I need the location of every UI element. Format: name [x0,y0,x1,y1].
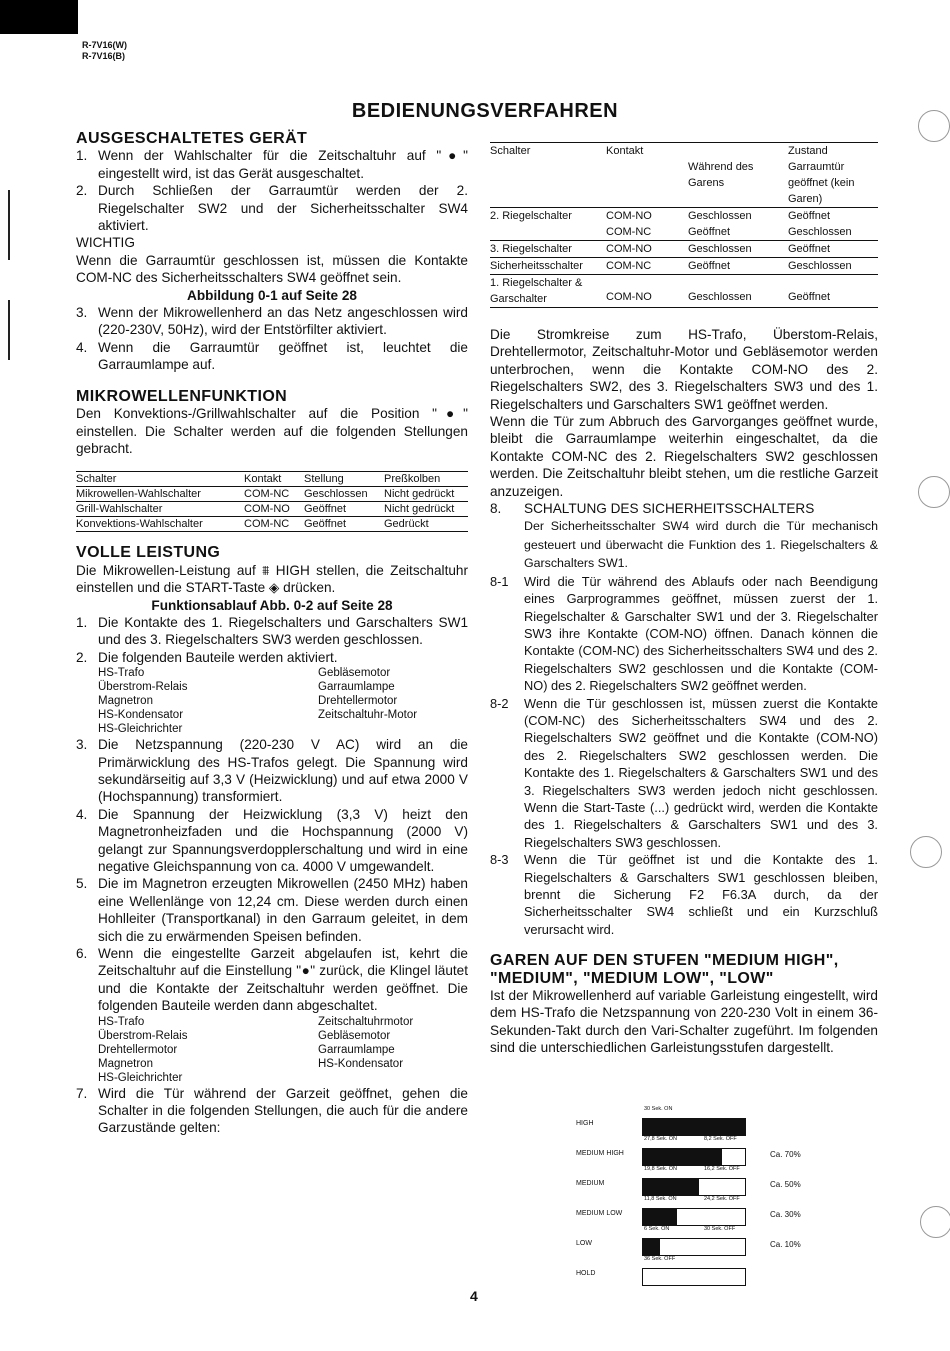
list-item: 4. Wenn die Garraumtür geöffnet ist, leuchtet die Garraumlampe auf. [76,339,468,373]
switch-table [76,471,468,532]
power-level-tick: 30 Sek. ON [644,1106,673,1112]
power-level-diagram [576,1106,876,1290]
page-title: BEDIENUNGSVERFAHREN [351,100,619,122]
figure-reference: Abbildung 0-1 auf Seite 28 [187,287,357,303]
power-level-fill [643,1239,660,1255]
table-row: Mikrowellen-Wahlschalter COM-NC Geschlossen Nicht gedrückt [76,487,468,502]
power-level-row [576,1166,876,1198]
scan-mark [8,300,10,360]
list-item: 1. Die Kontakte des 1. Riegelschalters und Garschalters SW1 und des 3. Riegelschalters SW3 werden geschlossen. [76,614,468,648]
power-level-row [576,1256,876,1288]
table-row: Schalter Kontakt Stellung Preßkolben [76,471,468,487]
power-level-tick: 11,8 Sek. ON [644,1196,677,1202]
subsection-8-2: 8-2 Wenn die Tür geschlossen ist, müssen zuerst die Kontakte (COM-NC) des Sicherheitsschalters SW4 und des 2. Riegelschalters SW2 geöffnet und die Kontakte (COM-NO) des 2. Riegelschalters SW2 geschlossen werden. Die Kontakte des 1. Riegelschalters & Garschalters SW1 und des 3. Riegelschalters SW3 werden jedoch nicht geschlossen. Wenn die Start-Taste (...) gedrückt wird, werden die Kontakte des 1. Riegelschalters & Garschalters SW1 und des 3. Riegelschalters SW3 geschlossen. [490,695,878,850]
table-row: 2. Riegelschalter COM-NO Geschlossen Geöffnet [490,207,878,224]
section-heading: MIKROWELLENFUNKTION [76,387,288,405]
power-level-percent: Ca. 10% [770,1240,801,1249]
list-item: 7. Wird die Tür während der Garzeit geöffnet, gehen die Schalter in die folgenden Stellungen, die auch für die andere Garzustände gelten: [76,1085,468,1136]
list-item: 1. Wenn der Wahlschalter für die Zeitschaltuhr auf "●" eingestellt wird, ist das Gerät ausgeschaltet. [76,148,468,181]
subsection-title: SCHALTUNG DES SICHERHEITSSCHALTERS [524,501,815,517]
table-row: 3. Riegelschalter COM-NO Geschlossen Geöffnet [490,241,878,258]
model-line: R-7V16(W) [82,40,128,50]
subsection-8-1: 8-1 Wird die Tür während des Ablaufs oder nach Beendigung eines Garprogrammes geöffnet, müssen zuerst der 1. Riegelschalter & Garschalter SW1 und der 3. Riegelschalter SW3 ihre Kontakte (COM-NO) öffnen. Danach können die Kontakte (COM-NC) des Sicherheitsschalters SW4 und des 2. Riegelschalters SW2 geschlossen und die Kontakte (COM-NO) des 2. Riegelschalters SW2 geöffnet werden. [490,573,878,694]
power-level-label: HIGH [576,1120,594,1127]
left-column [76,130,468,1137]
power-level-row [576,1106,876,1138]
power-level-fill [643,1179,699,1195]
power-level-row [576,1226,876,1258]
power-level-percent: Ca. 30% [770,1210,801,1219]
right-column [490,142,878,1057]
power-level-tick: 24,2 Sek. OFF [704,1196,740,1202]
power-level-bar [642,1268,746,1286]
power-level-row [576,1136,876,1168]
power-level-label: MEDIUM LOW [576,1210,623,1217]
section-text: Ist der Mikrowellenherd auf variable Garleistung eingestellt, wird dem HS-Trafo die Netzspannung von 220-230 Volt in einem 36-Sekunden-Takt durch den Vari-Schalter zugeführt. Im folgenden sind die unterschiedlichen Garleistungsstufen dargestellt. [490,988,878,1056]
list-item: 3. Wenn der Mikrowellenherd an das Netz angeschlossen wird (220-230V, 50Hz), wird der Entstörfilter aktiviert. [76,305,468,338]
power-level-bar [642,1178,746,1196]
section-text: Die Mikrowellen-Leistung auf ⩩ HIGH stellen, die Zeitschaltuhr einstellen und die START-Taste ◈ drücken. [76,562,468,596]
parts-list: HS-Trafo Gebläsemotor Überstrom-Relais Garraumlampe Magnetron Drehtellermotor HS-Kondensator Zeitschaltuhr-Motor HS-Gleichrichter [98,667,418,736]
subsection-8-3: 8-3 Wenn die Tür geöffnet ist und die Kontakte des 1. Riegelschalters & Garschalters SW1 geschlossen bleiben, brennt die Sicherung F2 F6.3A durch, da der Sicherheitsschalter SW4 schließt und ein Kurzschluß verursacht wird. [490,852,878,937]
list-item: 3. Die Netzspannung (220-230 V AC) wird an die Primärwicklung des HS-Trafos gelegt. Die Spannung wird sekundärseitig auf 3,3 V (Heizwicklung) und auf etwa 2000 V (Hochspannung) transformiert. [76,737,468,805]
section-text: Den Konvektions-/Grillwahlschalter auf die Position "●" einstellen. Die Schalter werden auf die folgenden Stellungen gebracht. [76,406,468,456]
power-level-bar [642,1118,746,1136]
power-level-bar [642,1148,746,1166]
power-level-fill [643,1209,677,1225]
table-row: Sicherheitsschalter COM-NC Geöffnet Geschlossen [490,258,878,275]
power-level-bar [642,1238,746,1256]
power-level-percent: Ca. 50% [770,1180,801,1189]
wichtig-label: WICHTIG [76,235,135,251]
figure-reference: Funktionsablauf Abb. 0-2 auf Seite 28 [151,597,393,613]
power-level-label: MEDIUM [576,1180,605,1187]
power-level-tick: 30 Sek. OFF [704,1226,736,1232]
paragraph: Wenn die Tür zum Abbruch des Garvorganges geöffnet wurde, bleibt die Garraumlampe weiterhin eingeschaltet, da die Kontakte COM-NC des 2. Riegelschalters SW2 geschlossen werden. Die Zeitschaltuhr bleibt stehen, um die restliche Garzeit anzuzeigen. [490,414,878,499]
margin-mark [918,476,950,508]
power-level-percent: Ca. 70% [770,1150,801,1159]
power-level-fill [643,1119,745,1135]
list-item: 2. Durch Schließen der Garraumtür werden der 2. Riegelschalter SW2 und der Sicherheitsschalter SW4 aktiviert. [76,183,468,234]
power-level-tick: 36 Sek. OFF [644,1256,676,1262]
parts-list: HS-Trafo Zeitschaltuhrmotor Überstrom-Relais Gebläsemotor Drehtellermotor Garraumlampe Magnetron HS-Kondensator HS-Gleichrichter [98,1015,414,1084]
list-item: 2. Die folgenden Bauteile werden aktiviert. [76,649,338,665]
table-row: COM-NC Geöffnet Geschlossen [490,224,878,241]
power-level-row [576,1196,876,1228]
power-level-label: MEDIUM HIGH [576,1150,624,1157]
table-row: 1. Riegelschalter & Garschalter COM-NO Geschlossen Geöffnet [490,275,878,308]
power-level-tick: 19,8 Sek. ON [644,1166,678,1172]
model-number [82,40,127,62]
margin-mark [918,110,950,142]
power-level-label: HOLD [576,1270,596,1277]
model-line: R-7V16(B) [82,51,126,61]
power-level-tick: 8,2 Sek. OFF [704,1136,737,1142]
table-header: Schalter Kontakt Während des Garens Zustand Garraumtür geöffnet (kein Garen) [490,142,878,207]
section-heading: GAREN AUF DEN STUFEN "MEDIUM HIGH", "MEDIUM", "MEDIUM LOW", "LOW" [490,952,839,987]
section-heading: VOLLE LEISTUNG [76,544,221,562]
power-level-tick: 27,8 Sek. ON [644,1136,678,1142]
page-number: 4 [470,1288,478,1304]
power-level-label: LOW [576,1240,592,1247]
list-item: 4. Die Spannung der Heizwicklung (3,3 V) heizt den Magnetronheizfaden und die Hochspannung (2000 V) gelangt zur Spannungsverdopplerschaltung und wird in eine negative Gleichspannung von ca. 4000 V umgewandelt. [76,806,468,874]
scan-corner-block [0,0,78,34]
power-level-bar [642,1208,746,1226]
power-level-tick: 6 Sek. ON [644,1226,670,1232]
table-row: Konvektions-Wahlschalter COM-NC Geöffnet Gedrückt [76,517,468,532]
table-row: Grill-Wahlschalter COM-NO Geöffnet Nicht gedrückt [76,502,468,517]
scan-mark [8,190,10,260]
wichtig-text: Wenn die Garraumtür geschlossen ist, müssen die Kontakte COM-NC des Sicherheitsschalters SW4 geöffnet sein. [76,252,468,286]
margin-mark [910,836,942,868]
margin-mark [920,1206,950,1238]
power-level-fill [643,1149,722,1165]
list-item: 5. Die im Magnetron erzeugten Mikrowellen (2450 MHz) haben eine Wellenlänge von 12,24 cm. Diese werden durch einen Hohlleiter (Transportkanal) in den Garraum geleitet, in dem sich die zu erwärmenden Speisen befinden. [76,876,468,944]
paragraph: Die Stromkreise zum HS-Trafo, Überstom-Relais, Drehtellermotor, Zeitschaltuhr-Motor und Gebläsemotor werden unterbrochen, wenn die Kontakte COM-NO des 2. Riegelschalters SW2, des 3. Riegelschalters SW3 und des 1. Riegelschalters und Garschalters SW1 geöffnet werden. [490,327,878,412]
power-level-tick: 16,2 Sek. OFF [704,1166,740,1172]
list-item: 6. Wenn die eingestellte Garzeit abgelaufen ist, kehrt die Zeitschaltuhr auf die Einstellung "●" zurück, die Klingel läutet und die Kontakte der Zeitschaltuhr werden geöffnet. Die folgenden Bauteile werden dann abgeschaltet. [76,946,468,1014]
door-switch-table [490,142,878,308]
subsection-8: 8. SCHALTUNG DES SICHERHEITSSCHALTERS Der Sicherheitsschalter SW4 wird durch die Tür mechanisch gesteuert und überwacht die Funktion des 1. Riegelschalters & Garschalters SW1. [490,501,878,571]
section-heading: AUSGESCHALTETES GERÄT [76,130,308,147]
